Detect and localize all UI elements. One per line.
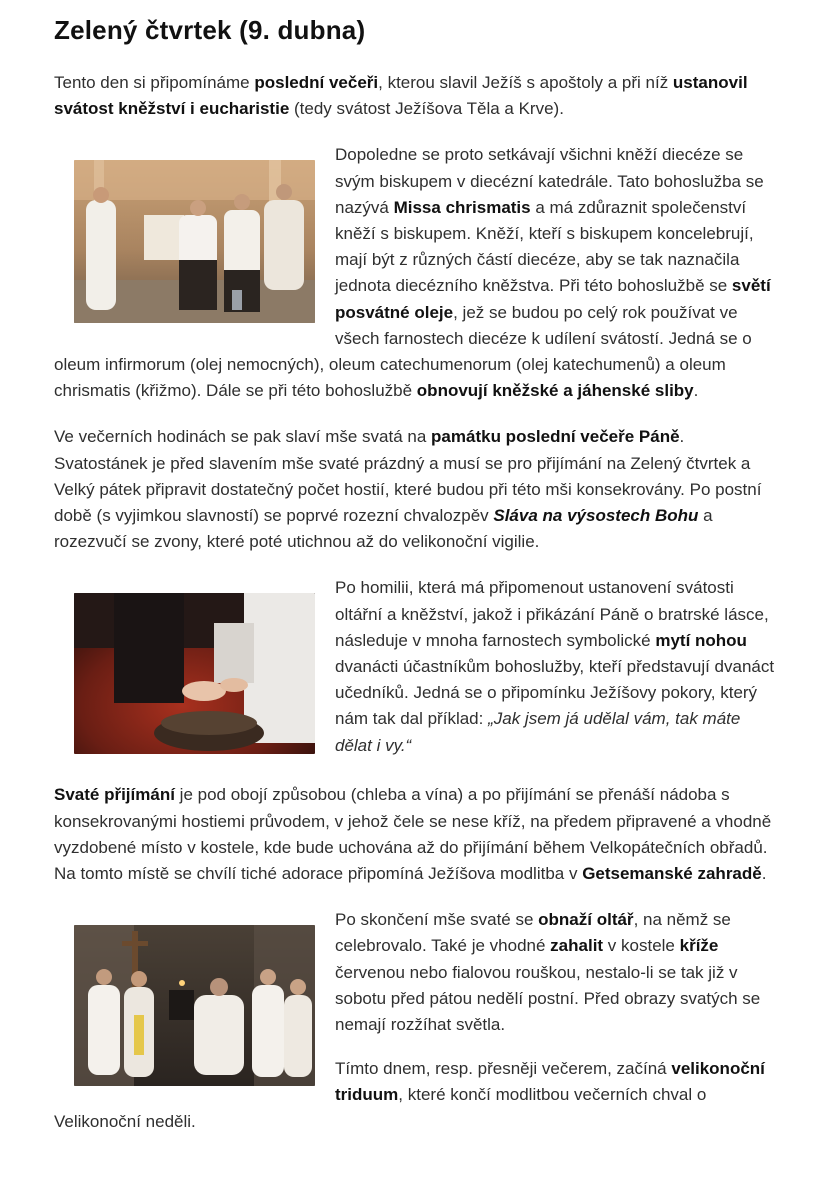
footwashing-section	[54, 575, 780, 762]
text: dvanácti účastníkům bohoslužby, kteří představují dvanáct učedníků. Jedná se o připomínku Ježíšovy pokory, který nám tak dal příklad:	[335, 657, 775, 729]
bold-text: světí posvátné oleje	[335, 276, 771, 322]
bold-italic-text: Sláva na výsostech Bohu	[493, 506, 699, 526]
text: Po homilii, která má připomenout ustanovení svátosti oltářní a kněžství, jakož i přikázání Páně o bratrské lásce, následuje v mnoha farnostech symbolické	[335, 578, 769, 650]
bold-text: Svaté přijímání	[54, 785, 175, 805]
text: . Svatostánek je před slavením mše svaté prázdný a musí se pro přijímání na Zelený čtvrtek a Velký pátek připravit dostatečný počet hostií, které budou při této mši konsekrovány. Po postní době (s vyjimkou slavností) se poprvé rozezní chvalozpěv	[54, 427, 762, 526]
text: .	[761, 864, 767, 884]
foot-washing-photo	[74, 593, 315, 754]
text: Tento den si připomínáme	[54, 73, 255, 92]
bold-text: kříže	[679, 936, 719, 956]
bold-text: ustanovil svátost kněžství i eucharistie	[54, 73, 748, 119]
text: , jež se budou po celý rok používat ve všech farnostech diecéze k udílení svátostí. Jedná se o oleum infirmorum (olej nemocných), oleum catechumenorum (olej katechumenů) a oleum chrismatis (křižmo). Dále se při této bohoslužbě	[54, 302, 752, 401]
text: , které končí modlitbou večerních chval o Velikonoční neděli.	[54, 1085, 707, 1131]
bold-text: poslední večeři	[254, 73, 379, 92]
bold-text: obnovují kněžské a jáhenské sliby	[416, 381, 694, 401]
text: v kostele	[603, 936, 680, 956]
text: a rozezvučí se zvony, které poté utichnou až do velikonoční vigilie.	[54, 506, 713, 552]
bold-text: mytí nohou	[655, 630, 747, 650]
bold-text: velikonoční triduum	[335, 1059, 765, 1105]
chrism-section	[54, 142, 780, 404]
evening-paragraph	[54, 424, 780, 555]
chrism-mass-photo	[74, 160, 315, 323]
text: , kterou slavil Ježíš s apoštoly a při níž	[378, 73, 673, 92]
bold-text: obnaží oltář	[538, 910, 634, 930]
text: Po skončení mše svaté se	[335, 910, 539, 930]
intro-paragraph	[54, 70, 780, 122]
bold-text: Missa chrismatis	[393, 197, 531, 217]
text: Dopoledne se proto setkávají všichni kněží diecéze se svým biskupem v diecézní katedrále. Tato bohoslužba se nazývá	[335, 145, 764, 217]
text: červenou nebo fialovou rouškou, nestalo-li se tak již v sobotu před pátou nedělí postní. Před obrazy svatých se nemají rozžíhat světla.	[335, 962, 761, 1035]
text: (tedy svátost Ježíšova Těla a Krve).	[289, 99, 564, 119]
text: je pod obojí způsobou (chleba a vína) a po přijímání se přenáší nádoba s konsekrovanými hostiemi průvodem, v jehož čele se nese kříž, na předem připravené a vhodně vyzdobené místo v kostele, kde bude uchována až do přijímání během Velkopátečních obřadů. Na tomto místě se chvílí tiché adorace připomíná Ježíšova modlitba v	[54, 785, 772, 884]
italic-quote: „Jak jsem já udělal vám, tak máte dělat i vy.“	[335, 709, 741, 755]
page-title: Zelený čtvrtek (9. dubna)	[54, 15, 366, 45]
communion-paragraph	[54, 782, 780, 887]
text: Ve večerních hodinách se pak slaví mše svatá na	[54, 427, 432, 447]
text: .	[693, 381, 699, 401]
altar-stripping-photo	[74, 925, 315, 1086]
bold-text: Getsemanské zahradě	[582, 864, 762, 884]
bold-text: památku poslední večeře Páně	[431, 427, 680, 447]
altar-section	[54, 907, 780, 1135]
text: a má zdůraznit společenství kněží s biskupem. Kněží, kteří s biskupem koncelebrují, mají být z různých částí diecéze, aby se tak naznačila jednota diecézního kněžstva. Při této bohoslužbě se	[335, 197, 754, 296]
article	[54, 0, 780, 1135]
bold-text: zahalit	[550, 936, 604, 956]
text: Tímto dnem, resp. přesněji večerem, začíná	[335, 1059, 672, 1079]
text: , na němž se celebrovalo. Také je vhodné	[335, 910, 731, 956]
